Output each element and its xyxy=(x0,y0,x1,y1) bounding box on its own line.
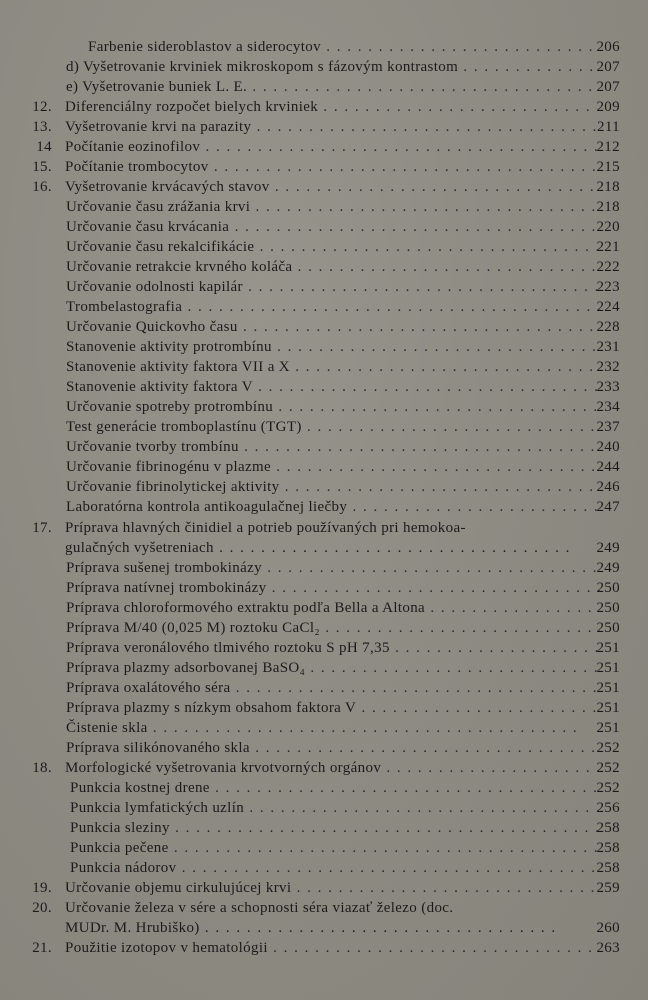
toc-entry-title: Príprava hlavných činidiel a potrieb používaných pri hemokoa- xyxy=(65,520,466,536)
toc-entry xyxy=(0,618,648,638)
toc-entry-page-number: 207 xyxy=(596,79,620,95)
toc-entry-page-number: 222 xyxy=(596,259,620,275)
toc-entry xyxy=(0,417,648,437)
toc-entry-title: Určovanie spotreby protrombínu . . xyxy=(66,397,600,417)
toc-entry-number: 15. xyxy=(32,159,52,175)
toc-entry-page-number: 244 xyxy=(596,459,620,475)
toc-entry-title: e) Vyšetrovanie buniek L. E. . . xyxy=(66,77,600,97)
toc-entry xyxy=(0,738,648,758)
toc-entry xyxy=(0,437,648,457)
toc-entry xyxy=(0,598,648,618)
toc-entry-page-number: 259 xyxy=(596,880,620,896)
toc-entry-title: Príprava chloroformového extraktu podľa Bella a Altona . . xyxy=(66,598,600,618)
toc-entry-title: Príprava plazmy s nízkym obsahom faktora V . . xyxy=(66,698,600,718)
toc-entry xyxy=(0,858,648,878)
toc-entry xyxy=(0,377,648,397)
toc-entry-number: 21. xyxy=(32,940,52,956)
toc-entry-title: Príprava silikónovaného skla . . xyxy=(66,738,600,758)
toc-entry xyxy=(0,177,648,197)
toc-entry-title: Stanovenie aktivity faktora VII a X . . xyxy=(66,357,600,377)
toc-entry-page-number: 228 xyxy=(596,319,620,335)
toc-entry-title: Farbenie sideroblastov a siderocytov . . xyxy=(88,37,600,57)
toc-entry-title: Určovanie tvorby trombínu . . xyxy=(66,437,600,457)
toc-entry-page-number: 211 xyxy=(597,119,620,135)
toc-entry-page-number: 209 xyxy=(596,99,620,115)
toc-entry-page-number: 246 xyxy=(596,479,620,495)
toc-entry-page-number: 218 xyxy=(596,179,620,195)
toc-entry-title: Určovanie retrakcie krvného koláča . . xyxy=(66,257,600,277)
toc-entry-title: Punkcia sleziny . . xyxy=(70,818,600,838)
toc-entry xyxy=(0,137,648,157)
toc-entry xyxy=(0,397,648,417)
toc-entry xyxy=(0,217,648,237)
toc-entry-title: Čistenie skla . . xyxy=(66,718,600,738)
toc-entry xyxy=(0,678,648,698)
toc-entry-page-number: 240 xyxy=(596,439,620,455)
toc-entry xyxy=(0,818,648,838)
toc-entry xyxy=(0,578,648,598)
toc-entry-page-number: 249 xyxy=(596,540,620,556)
toc-entry-page-number: 224 xyxy=(596,299,620,315)
toc-entry-title: Určovanie fibrinogénu v plazme . . xyxy=(66,457,600,477)
toc-entry-page-number: 250 xyxy=(596,580,620,596)
toc-entry xyxy=(0,558,648,578)
toc-entry xyxy=(0,497,648,517)
toc-entry-title-continued: gulačných vyšetreniach . . xyxy=(65,538,600,558)
toc-entry-title: Punkcia kostnej drene . . xyxy=(70,778,600,798)
toc-entry-page-number: 231 xyxy=(596,339,620,355)
toc-entry xyxy=(0,457,648,477)
toc-entry-title: Laboratórna kontrola antikoagulačnej liečby . . xyxy=(66,497,600,517)
toc-entry-page-number: 218 xyxy=(596,199,620,215)
toc-entry-page-number: 207 xyxy=(596,59,620,75)
toc-entry-title: Určovanie objemu cirkulujúcej krvi . . xyxy=(65,878,600,898)
toc-entry-page-number: 251 xyxy=(596,660,620,676)
toc-entry xyxy=(0,337,648,357)
toc-entry xyxy=(0,237,648,257)
toc-entry xyxy=(0,938,648,958)
toc-entry-title: Punkcia nádorov . . xyxy=(70,858,600,878)
toc-entry-title: Príprava sušenej trombokinázy . . xyxy=(66,558,600,578)
toc-entry-title: Príprava plazmy adsorbovanej BaSO₄ . . xyxy=(66,658,600,678)
toc-entry xyxy=(0,698,648,718)
toc-entry-page-number: 232 xyxy=(596,359,620,375)
toc-entry-title: Morfologické vyšetrovania krvotvorných orgánov . . xyxy=(65,758,600,778)
toc-entry-title-continued: MUDr. M. Hrubiško) . . xyxy=(65,918,600,938)
toc-entry-title: Trombelastografia . . xyxy=(66,297,600,317)
toc-entry-page-number: 249 xyxy=(596,560,620,576)
toc-entry-number: 20. xyxy=(32,900,52,916)
toc-entry-page-number: 252 xyxy=(596,740,620,756)
toc-entry xyxy=(0,297,648,317)
toc-entry xyxy=(0,117,648,137)
toc-entry-number: 13. xyxy=(32,119,52,135)
toc-entry-page-number: 251 xyxy=(596,700,620,716)
toc-entry xyxy=(0,97,648,117)
toc-entry xyxy=(0,57,648,77)
toc-entry-title: Vyšetrovanie krvi na parazity . . xyxy=(65,117,600,137)
toc-entry-number: 14 xyxy=(36,139,52,155)
toc-entry-title: Určovanie železa v sére a schopnosti séra viazať železo (doc. xyxy=(65,900,454,916)
toc-entry-title: Použitie izotopov v hematológii . . xyxy=(65,938,600,958)
toc-entry-page-number: 251 xyxy=(596,720,620,736)
toc-entry-title: Punkcia lymfatických uzlín . . xyxy=(70,798,600,818)
toc-entry-page-number: 252 xyxy=(596,760,620,776)
toc-entry-title: Stanovenie aktivity faktora V . . xyxy=(66,377,600,397)
toc-entry-page-number: 221 xyxy=(596,239,620,255)
toc-entry-title: Určovanie fibrinolytickej aktivity . . xyxy=(66,477,600,497)
toc-entry-page-number: 251 xyxy=(596,680,620,696)
toc-entry-title: Určovanie Quickovho času . . xyxy=(66,317,600,337)
toc-entry-title: Určovanie času zrážania krvi . . xyxy=(66,197,600,217)
toc-entry-page-number: 234 xyxy=(596,399,620,415)
toc-entry-title: Príprava M/40 (0,025 M) roztoku CaCl₂ . . xyxy=(66,618,600,638)
toc-entry xyxy=(0,77,648,97)
toc-entry xyxy=(0,718,648,738)
toc-entry xyxy=(0,157,648,177)
toc-entry-title: Určovanie odolnosti kapilár . . xyxy=(66,277,600,297)
toc-entry-number: 18. xyxy=(32,760,52,776)
toc-entry-page-number: 258 xyxy=(596,840,620,856)
toc-entry-page-number: 260 xyxy=(596,920,620,936)
toc-entry-title: Vyšetrovanie krvácavých stavov . . xyxy=(65,177,600,197)
toc-entry xyxy=(0,798,648,818)
toc-entry xyxy=(0,638,648,658)
toc-entry-number: 16. xyxy=(32,179,52,195)
toc-entry xyxy=(0,37,648,57)
toc-entry-title: Stanovenie aktivity protrombínu . . xyxy=(66,337,600,357)
toc-entry-page-number: 247 xyxy=(596,499,620,515)
toc-entry xyxy=(0,878,648,898)
toc-entry-page-number: 252 xyxy=(596,780,620,796)
toc-entry-title: Príprava natívnej trombokinázy . . xyxy=(66,578,600,598)
toc-entry xyxy=(0,518,648,556)
toc-entry-page-number: 250 xyxy=(596,620,620,636)
toc-entry-title: Počítanie eozinofilov . . xyxy=(65,137,600,157)
toc-entry-page-number: 237 xyxy=(596,419,620,435)
toc-entry-page-number: 258 xyxy=(596,820,620,836)
toc-entry xyxy=(0,277,648,297)
toc-entry-page-number: 215 xyxy=(596,159,620,175)
toc-entry xyxy=(0,317,648,337)
toc-entry-title: Príprava veronálového tlmivého roztoku S pH 7,35 . . xyxy=(66,638,600,658)
toc-entry-number: 19. xyxy=(32,880,52,896)
toc-entry-title: Punkcia pečene . . xyxy=(70,838,600,858)
toc-entry-page-number: 251 xyxy=(596,640,620,656)
toc-entry-page-number: 250 xyxy=(596,600,620,616)
toc-entry-title: Test generácie tromboplastínu (TGT) . . xyxy=(66,417,600,437)
toc-entry xyxy=(0,477,648,497)
toc-entry-title: d) Vyšetrovanie krviniek mikroskopom s fázovým kontrastom . . xyxy=(66,57,600,77)
toc-entry-title: Určovanie času rekalcifikácie . . xyxy=(66,237,600,257)
toc-entry xyxy=(0,357,648,377)
toc-entry-page-number: 258 xyxy=(596,860,620,876)
toc-entry xyxy=(0,197,648,217)
toc-entry-number: 17. xyxy=(32,520,52,536)
toc-entry-page-number: 256 xyxy=(596,800,620,816)
toc-entry-title: Príprava oxalátového séra . . xyxy=(66,678,600,698)
toc-entry-page-number: 220 xyxy=(596,219,620,235)
toc-entry xyxy=(0,257,648,277)
toc-entry-page-number: 233 xyxy=(596,379,620,395)
toc-entry xyxy=(0,658,648,678)
toc-entry-number: 12. xyxy=(32,99,52,115)
toc-entry-page-number: 206 xyxy=(596,39,620,55)
toc-entry xyxy=(0,898,648,936)
toc-entry-page-number: 212 xyxy=(596,139,620,155)
toc-entry-page-number: 263 xyxy=(596,940,620,956)
toc-entry-page-number: 223 xyxy=(596,279,620,295)
toc-entry xyxy=(0,778,648,798)
toc-entry-title: Počítanie trombocytov . . xyxy=(65,157,600,177)
toc-entry-title: Diferenciálny rozpočet bielych krviniek . . xyxy=(65,97,600,117)
toc-entry-title: Určovanie času krvácania . . xyxy=(66,217,600,237)
toc-entry xyxy=(0,838,648,858)
toc-entry xyxy=(0,758,648,778)
